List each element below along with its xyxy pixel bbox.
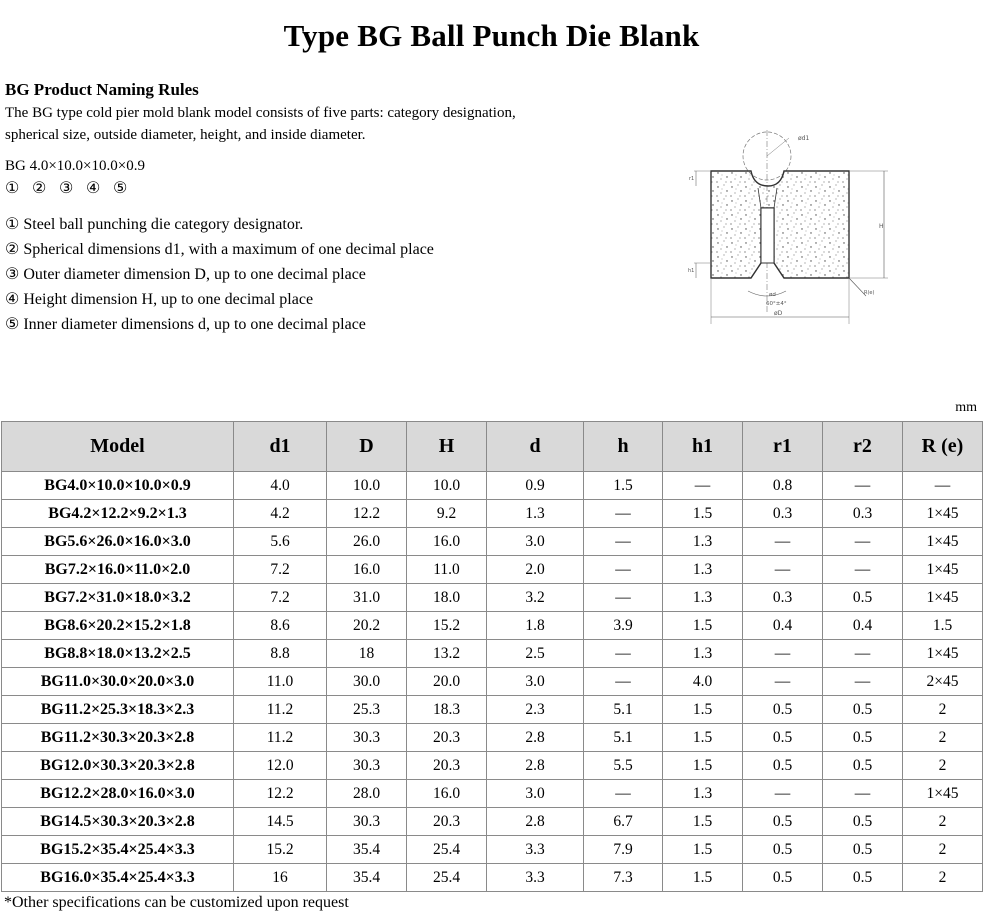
- page-title: Type BG Ball Punch Die Blank: [283, 18, 700, 53]
- table-cell: 1.3: [487, 500, 584, 528]
- table-cell: 1×45: [903, 500, 983, 528]
- table-row: [2, 864, 983, 892]
- table-cell: 20.3: [407, 808, 487, 836]
- die-blank-diagram: [688, 128, 888, 324]
- naming-rules-heading: BG Product Naming Rules: [5, 80, 199, 99]
- table-cell: 7.2: [234, 556, 327, 584]
- table-cell: 0.5: [823, 584, 903, 612]
- model-cell: BG11.2×30.3×20.3×2.8: [2, 724, 234, 752]
- table-cell: 8.6: [234, 612, 327, 640]
- table-cell: —: [823, 556, 903, 584]
- table-row: [2, 696, 983, 724]
- marker-3: ③: [59, 180, 74, 197]
- model-cell: BG7.2×16.0×11.0×2.0: [2, 556, 234, 584]
- table-cell: 30.3: [327, 724, 407, 752]
- table-cell: —: [823, 528, 903, 556]
- column-header: r2: [823, 422, 903, 472]
- table-cell: 10.0: [407, 472, 487, 500]
- table-cell: 2: [903, 724, 983, 752]
- table-cell: 3.3: [487, 836, 584, 864]
- table-cell: 5.5: [584, 752, 663, 780]
- table-cell: 1.8: [487, 612, 584, 640]
- example-model: BG 4.0×10.0×10.0×0.9: [5, 158, 145, 174]
- model-cell: BG12.0×30.3×20.3×2.8: [2, 752, 234, 780]
- naming-part-3: ③ Outer diameter dimension D, up to one decimal place: [5, 266, 366, 283]
- table-cell: 1.5: [663, 612, 743, 640]
- naming-part-4: ④ Height dimension H, up to one decimal place: [5, 291, 314, 308]
- table-row: [2, 612, 983, 640]
- table-cell: —: [823, 780, 903, 808]
- table-row: [2, 584, 983, 612]
- model-cell: BG11.2×25.3×18.3×2.3: [2, 696, 234, 724]
- table-cell: 1.3: [663, 556, 743, 584]
- table-cell: 12.2: [327, 500, 407, 528]
- model-cell: BG8.6×20.2×15.2×1.8: [2, 612, 234, 640]
- table-cell: 12.0: [234, 752, 327, 780]
- table-cell: 1×45: [903, 556, 983, 584]
- table-cell: 11.2: [234, 724, 327, 752]
- table-cell: 0.5: [823, 696, 903, 724]
- table-cell: 30.0: [327, 668, 407, 696]
- model-cell: BG5.6×26.0×16.0×3.0: [2, 528, 234, 556]
- diagram-label-inner: ød: [769, 292, 776, 298]
- table-cell: —: [584, 640, 663, 668]
- table-cell: 11.2: [234, 696, 327, 724]
- column-header: r1: [743, 422, 823, 472]
- table-cell: 35.4: [327, 864, 407, 892]
- table-cell: —: [743, 640, 823, 668]
- example-markers: [5, 178, 565, 198]
- marker-4: ④: [86, 180, 101, 197]
- diagram-label-bottom-h: h1: [688, 268, 695, 274]
- diagram-label-height: H: [879, 223, 884, 230]
- table-row: [2, 500, 983, 528]
- model-cell: BG11.0×30.0×20.0×3.0: [2, 668, 234, 696]
- table-cell: 10.0: [327, 472, 407, 500]
- table-cell: 15.2: [407, 612, 487, 640]
- table-cell: 2.3: [487, 696, 584, 724]
- table-row: [2, 556, 983, 584]
- table-cell: 3.9: [584, 612, 663, 640]
- table-cell: 0.3: [743, 584, 823, 612]
- table-cell: 2: [903, 836, 983, 864]
- table-cell: —: [743, 668, 823, 696]
- table-cell: —: [743, 528, 823, 556]
- table-row: [2, 640, 983, 668]
- table-cell: 2: [903, 864, 983, 892]
- table-cell: —: [584, 500, 663, 528]
- table-cell: 1.5: [663, 808, 743, 836]
- model-cell: BG12.2×28.0×16.0×3.0: [2, 780, 234, 808]
- table-cell: 1×45: [903, 528, 983, 556]
- table-cell: 0.5: [743, 752, 823, 780]
- model-cell: BG4.2×12.2×9.2×1.3: [2, 500, 234, 528]
- table-cell: —: [584, 556, 663, 584]
- marker-2: ②: [32, 180, 47, 197]
- table-cell: 5.6: [234, 528, 327, 556]
- table-cell: 25.3: [327, 696, 407, 724]
- table-cell: 0.9: [487, 472, 584, 500]
- table-cell: 0.4: [823, 612, 903, 640]
- diagram-label-ball: ød1: [798, 135, 810, 142]
- table-cell: —: [823, 472, 903, 500]
- table-row: [2, 724, 983, 752]
- table-cell: 1.5: [663, 836, 743, 864]
- table-cell: 1.5: [903, 612, 983, 640]
- table-cell: 15.2: [234, 836, 327, 864]
- table-cell: 1.3: [663, 584, 743, 612]
- model-cell: BG16.0×35.4×25.4×3.3: [2, 864, 234, 892]
- diagram-label-bottom-r: R(e): [864, 290, 875, 296]
- table-cell: 1.5: [663, 724, 743, 752]
- table-cell: 3.2: [487, 584, 584, 612]
- column-header: R (e): [903, 422, 983, 472]
- table-cell: 11.0: [407, 556, 487, 584]
- table-row: [2, 472, 983, 500]
- table-cell: 1.3: [663, 528, 743, 556]
- table-cell: 2: [903, 696, 983, 724]
- table-cell: 1.5: [584, 472, 663, 500]
- table-cell: 1×45: [903, 780, 983, 808]
- diagram-label-outer: øD: [774, 310, 783, 317]
- table-cell: 8.8: [234, 640, 327, 668]
- table-cell: 6.7: [584, 808, 663, 836]
- table-row: [2, 752, 983, 780]
- table-cell: 0.5: [823, 864, 903, 892]
- column-header: D: [327, 422, 407, 472]
- table-row: [2, 668, 983, 696]
- table-cell: 2.8: [487, 724, 584, 752]
- table-cell: —: [743, 780, 823, 808]
- model-cell: BG8.8×18.0×13.2×2.5: [2, 640, 234, 668]
- table-cell: 0.5: [743, 808, 823, 836]
- table-cell: 1.5: [663, 752, 743, 780]
- table-cell: 31.0: [327, 584, 407, 612]
- diagram-label-top-r: r1: [689, 176, 695, 182]
- table-cell: 4.0: [663, 668, 743, 696]
- table-cell: 3.3: [487, 864, 584, 892]
- table-cell: 4.0: [234, 472, 327, 500]
- table-cell: 3.0: [487, 528, 584, 556]
- unit-label: mm: [955, 400, 977, 415]
- table-cell: 9.2: [407, 500, 487, 528]
- spec-table-body: [2, 472, 983, 892]
- table-cell: 16.0: [407, 528, 487, 556]
- table-cell: 0.5: [743, 864, 823, 892]
- table-cell: 11.0: [234, 668, 327, 696]
- naming-rules-section: [5, 80, 565, 337]
- table-cell: 2: [903, 752, 983, 780]
- diagram-label-angle: 60°±4°: [766, 301, 787, 307]
- table-cell: 0.4: [743, 612, 823, 640]
- table-cell: —: [823, 668, 903, 696]
- table-cell: 0.3: [823, 500, 903, 528]
- table-row: [2, 808, 983, 836]
- table-cell: 1.5: [663, 696, 743, 724]
- table-cell: 3.0: [487, 780, 584, 808]
- table-cell: 16.0: [407, 780, 487, 808]
- table-cell: 5.1: [584, 724, 663, 752]
- table-cell: 1×45: [903, 584, 983, 612]
- table-cell: 2.5: [487, 640, 584, 668]
- table-cell: 13.2: [407, 640, 487, 668]
- table-cell: 1.3: [663, 780, 743, 808]
- table-cell: 18: [327, 640, 407, 668]
- table-cell: 1.5: [663, 864, 743, 892]
- table-cell: 18.0: [407, 584, 487, 612]
- table-cell: 2.8: [487, 808, 584, 836]
- table-cell: —: [584, 668, 663, 696]
- table-cell: 2×45: [903, 668, 983, 696]
- table-cell: 28.0: [327, 780, 407, 808]
- table-cell: 7.2: [234, 584, 327, 612]
- table-cell: —: [823, 640, 903, 668]
- naming-part-1: ① Steel ball punching die category designator.: [5, 216, 304, 233]
- table-cell: —: [663, 472, 743, 500]
- naming-rules-description: The BG type cold pier mold blank model consists of five parts: category designation, spherical size, outside diameter, height, and inside diameter.: [5, 105, 516, 143]
- table-cell: 20.3: [407, 752, 487, 780]
- table-cell: 2.8: [487, 752, 584, 780]
- table-row: [2, 836, 983, 864]
- table-cell: —: [584, 528, 663, 556]
- table-cell: 16.0: [327, 556, 407, 584]
- model-cell: BG4.0×10.0×10.0×0.9: [2, 472, 234, 500]
- naming-part-5: ⑤ Inner diameter dimensions d, up to one decimal place: [5, 316, 366, 333]
- table-cell: 0.5: [823, 752, 903, 780]
- column-header: H: [407, 422, 487, 472]
- table-cell: 14.5: [234, 808, 327, 836]
- table-cell: 3.0: [487, 668, 584, 696]
- table-cell: 25.4: [407, 836, 487, 864]
- table-row: [2, 528, 983, 556]
- table-cell: 20.3: [407, 724, 487, 752]
- spec-table-header: [2, 422, 983, 472]
- table-cell: —: [584, 780, 663, 808]
- table-cell: —: [743, 556, 823, 584]
- table-cell: 16: [234, 864, 327, 892]
- table-cell: 0.5: [823, 808, 903, 836]
- table-cell: 0.5: [743, 836, 823, 864]
- table-cell: 2: [903, 808, 983, 836]
- table-cell: 0.5: [743, 724, 823, 752]
- column-header: d: [487, 422, 584, 472]
- table-cell: 2.0: [487, 556, 584, 584]
- table-cell: 0.5: [743, 696, 823, 724]
- table-cell: 1.5: [663, 500, 743, 528]
- marker-5: ⑤: [113, 180, 128, 197]
- table-cell: 26.0: [327, 528, 407, 556]
- table-cell: 7.9: [584, 836, 663, 864]
- footnote: *Other specifications can be customized upon request: [4, 894, 349, 911]
- table-cell: 0.5: [823, 836, 903, 864]
- model-cell: BG7.2×31.0×18.0×3.2: [2, 584, 234, 612]
- column-header: h1: [663, 422, 743, 472]
- table-cell: 1.3: [663, 640, 743, 668]
- column-header: h: [584, 422, 663, 472]
- model-cell: BG14.5×30.3×20.3×2.8: [2, 808, 234, 836]
- spec-table: [1, 421, 983, 892]
- table-cell: 4.2: [234, 500, 327, 528]
- table-cell: 12.2: [234, 780, 327, 808]
- table-cell: 18.3: [407, 696, 487, 724]
- marker-1: ①: [5, 180, 20, 197]
- table-cell: 5.1: [584, 696, 663, 724]
- table-cell: 0.3: [743, 500, 823, 528]
- table-cell: 25.4: [407, 864, 487, 892]
- table-cell: 0.8: [743, 472, 823, 500]
- naming-part-2: ② Spherical dimensions d1, with a maximum of one decimal place: [5, 241, 434, 258]
- model-cell: BG15.2×35.4×25.4×3.3: [2, 836, 234, 864]
- table-cell: 7.3: [584, 864, 663, 892]
- table-cell: 20.0: [407, 668, 487, 696]
- table-cell: 20.2: [327, 612, 407, 640]
- table-cell: —: [584, 584, 663, 612]
- column-header: d1: [234, 422, 327, 472]
- table-row: [2, 780, 983, 808]
- table-cell: —: [903, 472, 983, 500]
- table-cell: 1×45: [903, 640, 983, 668]
- column-header: Model: [2, 422, 234, 472]
- table-cell: 0.5: [823, 724, 903, 752]
- table-cell: 30.3: [327, 808, 407, 836]
- table-cell: 30.3: [327, 752, 407, 780]
- naming-parts-list: [5, 212, 565, 337]
- table-cell: 35.4: [327, 836, 407, 864]
